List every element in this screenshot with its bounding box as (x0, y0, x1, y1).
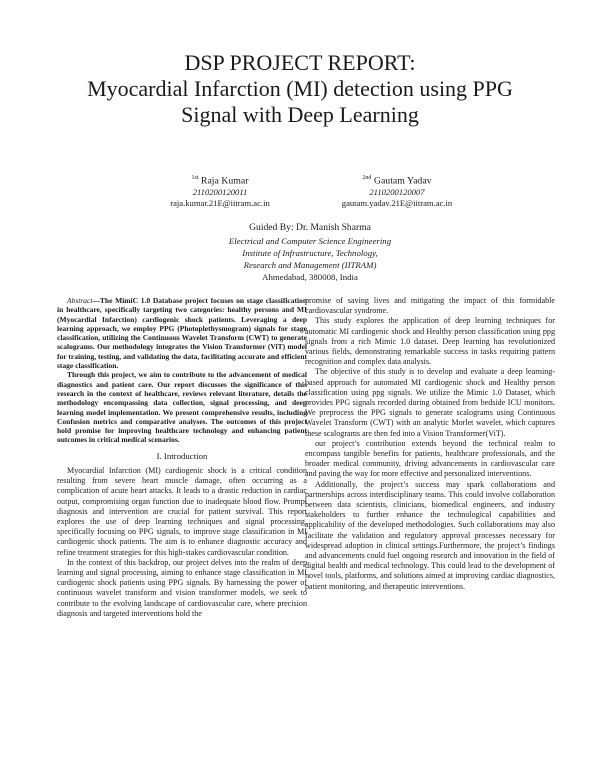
intro-p1: Myocardial Infarction (MI) cardiogenic shock is a critical condition resulting from severe heart muscle damage, often occurring as a complication of acute heart attacks. It leads to a drastic reduction in cardiac output, compromising organ function due to inadequate blood flow. Prompt diagnosis and intervention are crucial for patient survival. This report explores the use of deep learning techniques and signal processing, specifically focusing on PPG signals, to improve stage classification in MI cardiogenic shock patients. The aim is to enhance diagnostic accuracy and refine treatment strategies for this high-stakes cardiovascular condition. (57, 465, 307, 557)
author-1-name: Raja Kumar (200, 175, 249, 187)
author-1-id: 2110200120011 (192, 186, 248, 197)
abstract-p2: Through this project, we aim to contribute to the advancement of medical diagnostics and patient care. Our report discusses the significance of this research in the context of healthcare, reviews relevant literature, details the methodology encompassing data collection, signal processing, and deep learning model implementation. We present comprehensive results, including Confusion metrics and comparative analyses. The outcomes of this project hold promise for improving healthcare technology and enhancing patient outcomes in critical medical scenarios. (57, 370, 307, 445)
title-line-1: DSP PROJECT REPORT: (184, 50, 416, 75)
right-p1: This study explores the application of deep learning techniques for automatic MI cardiogenic shock and Healthy person classification using ppg signals from a rich Mimic 1.0 dataset. Deep learning has revolutionized various fields, demonstrating remarkable success in tasks requiring pattern recognition and complex data analysis. (305, 316, 555, 367)
guide-inst-2: Research and Management (IITRAM) (243, 260, 377, 270)
left-column (57, 296, 307, 619)
title-line-3: Signal with Deep Learning (181, 102, 419, 127)
guide-line: Guided By: Dr. Manish Sharma (249, 222, 371, 233)
author-1-email: raja.kumar.21E@iitram.ac.in (170, 198, 270, 209)
author-2-ordinal-suffix: nd (365, 175, 372, 181)
right-column (305, 296, 555, 592)
guide-dept: Electrical and Computer Science Engineering (228, 236, 392, 246)
author-2-ordinal: 2 (362, 175, 366, 181)
title-line-2: Myocardial Infarction (MI) detection using PPG (87, 76, 513, 101)
author-1-ordinal: 1 (191, 175, 195, 181)
guide-place: Ahmedabad, 380008, India (262, 272, 358, 282)
author-2-id: 2110200120007 (369, 186, 425, 197)
author-2-email: gautam.yadav.21E@iitram.ac.in (341, 198, 453, 209)
abstract-lead: Abstract (67, 296, 93, 305)
right-p0: promise of saving lives and mitigating the impact of this formidable cardiovascular syndrome. (305, 296, 555, 316)
author-2-name: Gautam Yadav (373, 175, 432, 187)
guide-inst-1: Institute of Infrastructure, Technology, (242, 248, 378, 258)
author-block-1 (120, 173, 320, 210)
right-p2: The objective of this study is to develop and evaluate a deep learning-based approach for automated MI cardiogenic shock and Healthy person classification using ppg signals. We utilize the Mimic 1.0 Dataset, which provides PPG signals recorded during obtained from bedside ICU monitors. We preprocess the PPG signals to generate scalograms using Continuous Wavelet Transform (CWT) with an analytic Morlet wavelet, which captures these scalograms are then fed into a Vision Transformer(ViT). (305, 367, 555, 438)
guide-block (150, 222, 470, 283)
author-1-ordinal-suffix: st (194, 175, 199, 181)
right-p4: Additionally, the project’s success may spark collaborations and partnerships across interdisciplinary teams. This could involve collaboration between data scientists, clinicians, biomedical engineers, and industry stakeholders to further enhance the technological capabilities and applicability of the developed methodologies. Such collaborations may also facilitate the validation and regulatory approval processes necessary for widespread adoption in clinical settings.Furthermore, the project’s findings and advancements could fuel ongoing research and innovation in the field of digital health and medical technology. This could lead to the development of novel tools, platforms, and solutions aimed at improving cardiac diagnostics, patient monitoring, and therapeutic interventions. (305, 479, 555, 591)
paper-title (20, 50, 580, 128)
author-block-2 (297, 173, 497, 210)
abstract-p1: —The MimiC 1.0 Database project focuses on stage classification in healthcare, specifically targeting two categories: healthy persons and MI (Myocardial Infarction) cardiogenic shock patients. Leveraging a deep learning approach, we employ PPG (Photoplethysmogram) signals for stage classification, utilizing the Continuous Wavelet Transform (CWT) to generate scalograms. Our methodology integrates the Vision Transformer (ViT) model for training, testing, and validating the data, facilitating accurate and efficient stage classification. (57, 296, 307, 371)
section-heading-intro: I. Introduction (156, 450, 208, 461)
intro-p2: In the context of this backdrop, our project delves into the realm of deep learning and signal processing, aiming to enhance stage classification in MI cardiogenic shock patients using PPG signals. By harnessing the power of continuous wavelet transform and vision transformer models, we seek to contribute to the evolving landscape of cardiovascular care, where precision diagnosis and targeted interventions hold the (57, 557, 307, 618)
right-p3: our project’s contribution extends beyond the technical realm to encompass tangible benefits for patients, healthcare professionals, and the broader medical community, driving advancements in cardiovascular care and paving the way for more effective and personalized interventions. (305, 438, 555, 479)
abstract (57, 296, 307, 445)
